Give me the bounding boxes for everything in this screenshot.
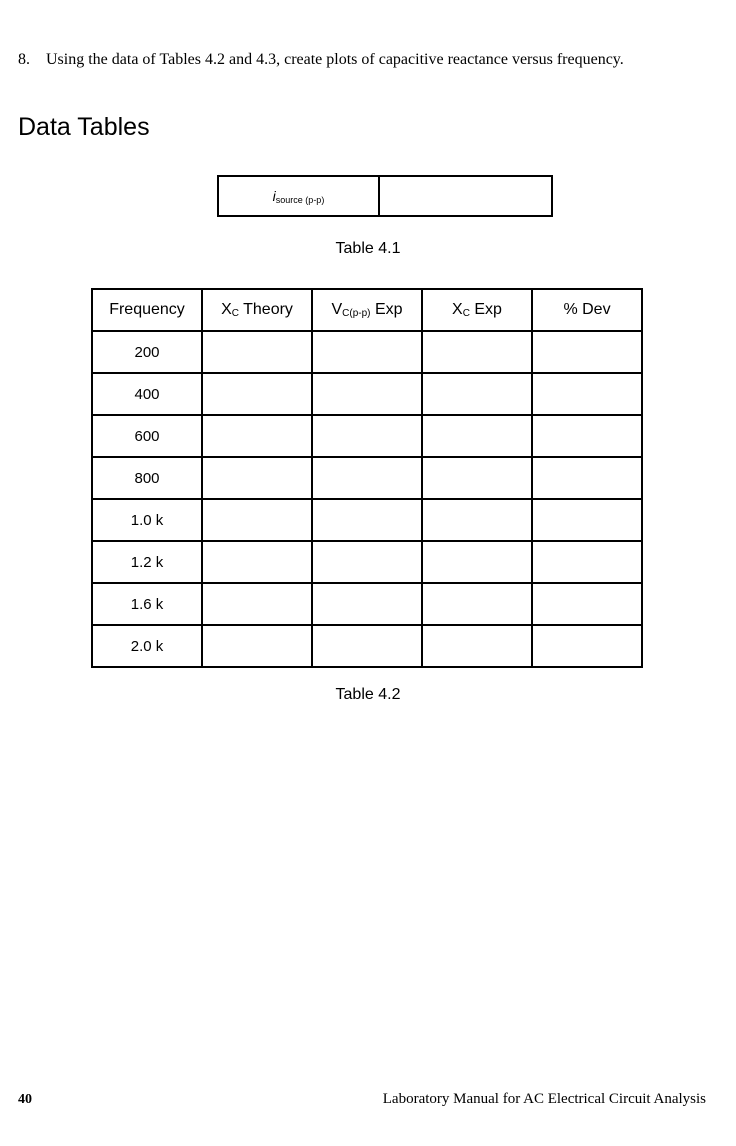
dev-cell[interactable] (532, 541, 642, 583)
frequency-cell: 1.0 k (92, 499, 202, 541)
question-number: 8. (18, 51, 30, 68)
isource-subscript: source (p-p) (275, 195, 325, 205)
frequency-cell: 1.6 k (92, 583, 202, 625)
table-row (92, 373, 642, 415)
vc-exp-cell[interactable] (312, 415, 422, 457)
frequency-cell: 400 (92, 373, 202, 415)
dev-cell[interactable] (532, 415, 642, 457)
xc-exp-cell[interactable] (422, 373, 532, 415)
table-row (92, 625, 642, 667)
xc-symbol: X (221, 301, 232, 318)
running-footer-title: Laboratory Manual for AC Electrical Circuit Analysis (382, 1091, 706, 1107)
dev-cell[interactable] (532, 457, 642, 499)
xc-symbol: X (452, 301, 463, 318)
page-number: 40 (18, 1092, 32, 1107)
table-row (92, 331, 642, 373)
xc-theory-cell[interactable] (202, 583, 312, 625)
table-4-1 (217, 175, 553, 217)
xc-exp-cell[interactable] (422, 415, 532, 457)
xc-exp-cell[interactable] (422, 331, 532, 373)
header-vc-exp (312, 289, 422, 331)
xc-theory-cell[interactable] (202, 415, 312, 457)
table-4-1-caption: Table 4.1 (335, 240, 401, 257)
question-text: Using the data of Tables 4.2 and 4.3, create plots of capacitive reactance versus frequency. (46, 51, 624, 68)
xc-theory-cell[interactable] (202, 499, 312, 541)
xc-exp-cell[interactable] (422, 499, 532, 541)
xc-exp-cell[interactable] (422, 583, 532, 625)
table-row (92, 457, 642, 499)
table-row (92, 499, 642, 541)
isource-symbol: i (272, 188, 276, 204)
isource-header-cell (218, 176, 379, 216)
xc-subscript: C (231, 308, 239, 319)
header-percent-dev: % Dev (532, 289, 642, 331)
xc-exp-cell[interactable] (422, 625, 532, 667)
table-row (92, 541, 642, 583)
vc-exp-label: Exp (370, 301, 403, 318)
xc-exp-cell[interactable] (422, 541, 532, 583)
header-xc-theory (202, 289, 312, 331)
dev-cell[interactable] (532, 583, 642, 625)
vc-symbol: V (331, 301, 343, 318)
vc-exp-cell[interactable] (312, 457, 422, 499)
table-row (92, 415, 642, 457)
dev-cell[interactable] (532, 331, 642, 373)
frequency-cell: 200 (92, 331, 202, 373)
table-row (92, 583, 642, 625)
frequency-cell: 600 (92, 415, 202, 457)
section-heading: Data Tables (18, 113, 150, 141)
xc-theory-cell[interactable] (202, 457, 312, 499)
vc-exp-cell[interactable] (312, 541, 422, 583)
table-header-row (92, 289, 642, 331)
frequency-cell: 1.2 k (92, 541, 202, 583)
xc-theory-cell[interactable] (202, 541, 312, 583)
table-4-2-body (92, 331, 642, 667)
xc-theory-cell[interactable] (202, 373, 312, 415)
vc-exp-cell[interactable] (312, 373, 422, 415)
frequency-cell: 2.0 k (92, 625, 202, 667)
question-8 (18, 51, 624, 69)
vc-exp-cell[interactable] (312, 499, 422, 541)
vc-exp-cell[interactable] (312, 625, 422, 667)
xc-theory-cell[interactable] (202, 331, 312, 373)
dev-cell[interactable] (532, 625, 642, 667)
dev-cell[interactable] (532, 499, 642, 541)
table-4-2 (91, 288, 643, 668)
xc-theory-cell[interactable] (202, 625, 312, 667)
vc-exp-cell[interactable] (312, 331, 422, 373)
xc-exp-label: Exp (469, 301, 502, 318)
vc-subscript: C(p-p) (342, 308, 371, 319)
table-4-2-caption: Table 4.2 (335, 686, 401, 703)
xc-subscript: C (462, 308, 470, 319)
xc-theory-label: Theory (238, 301, 293, 318)
vc-exp-cell[interactable] (312, 583, 422, 625)
header-xc-exp (422, 289, 532, 331)
table-row (218, 176, 552, 216)
header-frequency: Frequency (92, 289, 202, 331)
xc-exp-cell[interactable] (422, 457, 532, 499)
frequency-cell: 800 (92, 457, 202, 499)
dev-cell[interactable] (532, 373, 642, 415)
isource-value-cell[interactable] (379, 176, 552, 216)
